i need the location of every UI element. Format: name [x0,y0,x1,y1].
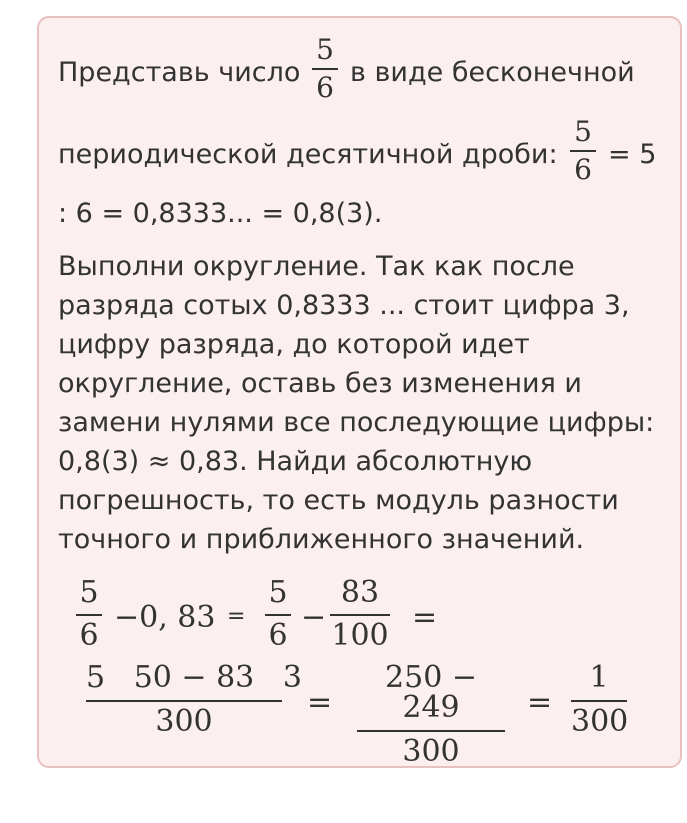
intro-text-1b: в виде бесконечной [350,57,635,88]
formula-equals-3: = [307,685,333,720]
fraction-bar [265,614,291,616]
fraction-five-sixths [312,33,338,104]
formula-fraction-combined [86,660,302,739]
fraction-bar [357,730,505,732]
fraction-denominator: 300 [402,734,460,769]
explanation-line: замени нулями все последующие цифры: [58,407,655,438]
fraction-bar [76,614,102,616]
formula-minus-decimal: −0, 83 [114,600,216,635]
explanation-line: 0,8(3) ≈ 0,83. Найди абсолютную [58,446,533,477]
fraction-denominator: 6 [574,153,592,186]
intro-text-1: Представь число [58,57,301,88]
fraction-five-sixths-2 [570,115,596,186]
explanation-paragraph [58,247,658,559]
intro-text-2: периодической десятичной дроби: [58,139,558,170]
formula-fraction-5-6-b [265,575,291,653]
fraction-denominator: 100 [331,618,389,653]
fraction-numerator: 5 [574,115,592,148]
explanation-line: разряда сотых 0,8333 ... стоит цифра 3, [58,290,630,321]
explanation-line: погрешность, то есть модуль разности [58,485,619,516]
formula-fraction-5-6 [76,575,102,653]
fraction-numerator: 5 [316,33,334,66]
fraction-denominator: 6 [268,618,288,653]
fraction-numerator: 5 50 − 83 3 [86,660,302,695]
formula-fraction-1-300 [571,660,629,739]
formula-fraction-83-100 [330,575,390,653]
fraction-denominator: 6 [316,71,334,104]
explanation-line: точного и приближенного значений. [58,524,585,555]
fraction-denominator: 300 [155,704,213,739]
fraction-bar [312,68,338,70]
formula-minus: − [301,600,327,635]
intro-text-3: : 6 = 0,8333... = 0,8(3). [58,198,383,229]
fraction-bar [570,150,596,152]
formula-equals-4: = [527,685,553,720]
fraction-numerator: 1 [589,660,609,695]
fraction-bar [86,700,282,702]
fraction-bar [330,614,390,616]
fraction-bar [571,700,627,702]
fraction-numerator: 5 [268,575,288,610]
fraction-numerator: 5 [79,575,99,610]
formula-equals-1: = [227,604,246,629]
explanation-line: цифру разряда, до которой идет [58,329,530,360]
fraction-denominator: 6 [79,618,99,653]
fraction-denominator: 300 [571,704,629,739]
explanation-line: округление, оставь без изменения и [58,368,582,399]
intro-text-2b: = 5 [608,139,657,170]
explanation-line: Выполни округление. Так как после [58,251,575,282]
fraction-numerator: 250 − 249 [385,660,477,725]
formula-equals-2: = [412,600,438,635]
formula-fraction-250-249 [357,660,505,769]
fraction-numerator: 83 [340,575,380,610]
